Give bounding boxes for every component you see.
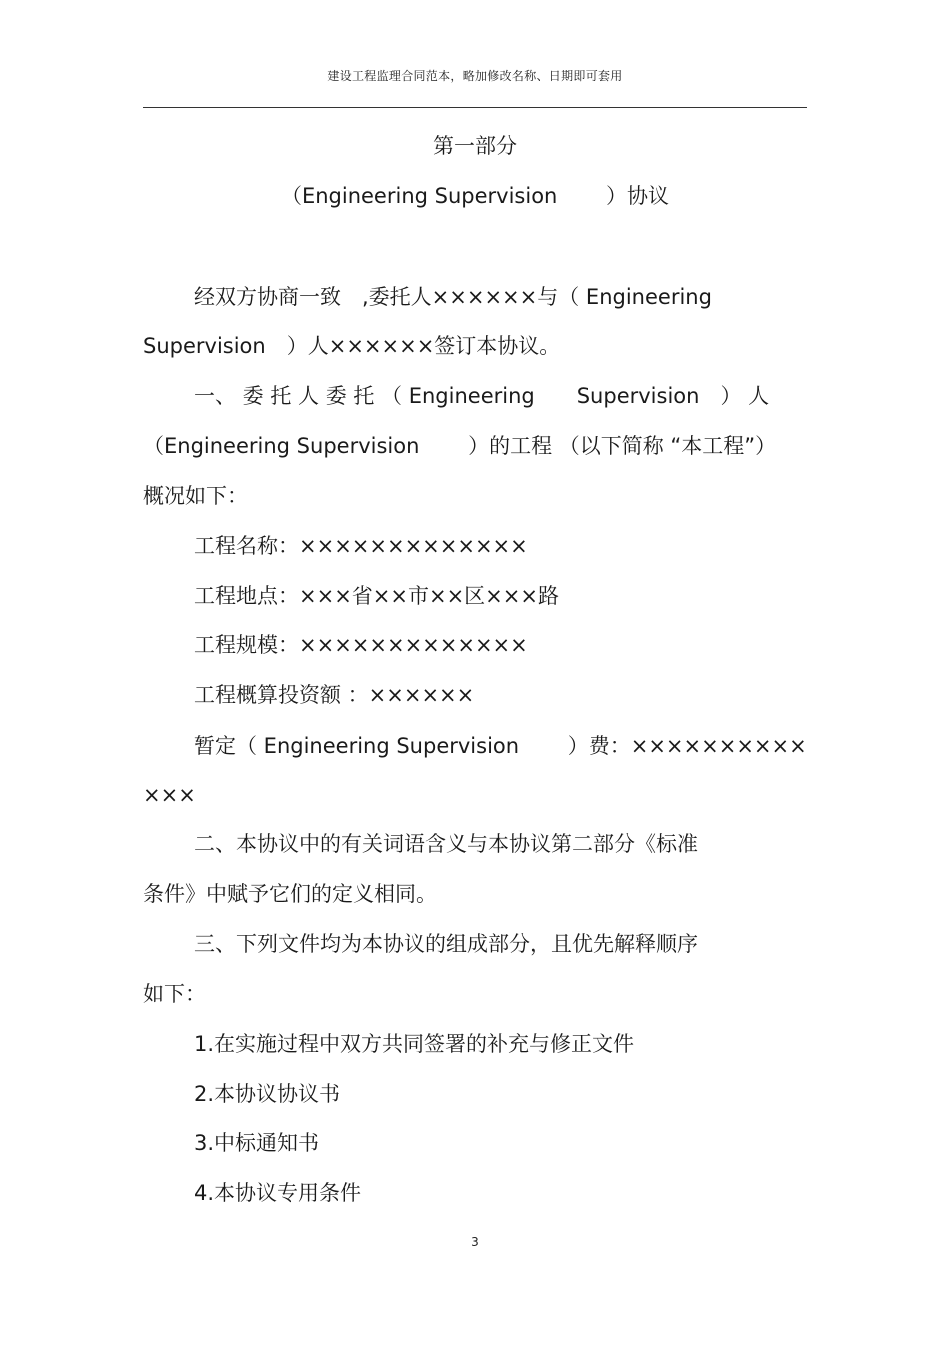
intro-line-2: Supervision ）人××××××签订本协议。 (143, 334, 561, 358)
intro-line-1: 经双方协商一致 ,委托人××××××与（ Engineering (194, 285, 712, 309)
section-1-line-2: （Engineering Supervision ）的工程 （以下简称 “本工程”） (143, 434, 777, 458)
header-divider (143, 107, 807, 108)
list-item: 2.本协议协议书 (194, 1082, 341, 1106)
running-header: 建设工程监理合同范本，略加修改名称、日期即可套用 (327, 69, 623, 83)
list-item: 4.本协议专用条件 (194, 1181, 362, 1205)
section-3-line-1: 三、下列文件均为本协议的组成部分，且优先解释顺序 (194, 932, 698, 956)
section-1-line-1: 一、 委 托 人 委 托 （ Engineering Supervision ） 人 (194, 384, 770, 408)
project-scale: 工程规模：××××××××××××× (194, 633, 528, 657)
section-2-line-1: 二、本协议中的有关词语含义与本协议第二部分《标准 (194, 832, 698, 856)
section-3-line-2: 如下： (143, 982, 206, 1006)
project-name: 工程名称：××××××××××××× (194, 534, 528, 558)
list-item: 1.在实施过程中双方共同签署的补充与修正文件 (194, 1032, 635, 1056)
agreement-title: （Engineering Supervision ）协议 (280, 184, 670, 208)
part-title: 第一部分 (433, 134, 517, 158)
project-location: 工程地点：×××省××市××区×××路 (194, 584, 559, 608)
page-number: 3 (471, 1235, 479, 1249)
list-item: 3.中标通知书 (194, 1131, 320, 1155)
project-investment: 工程概算投资额 ：×××××× (194, 683, 475, 707)
section-2-line-2: 条件》中赋予它们的定义相同。 (143, 882, 437, 906)
section-1-line-3: 概况如下： (143, 484, 248, 508)
project-fee-line-2: ××× (143, 783, 196, 807)
project-fee-line-1: 暂定（ Engineering Supervision ）费：×××××××××× (194, 734, 807, 758)
